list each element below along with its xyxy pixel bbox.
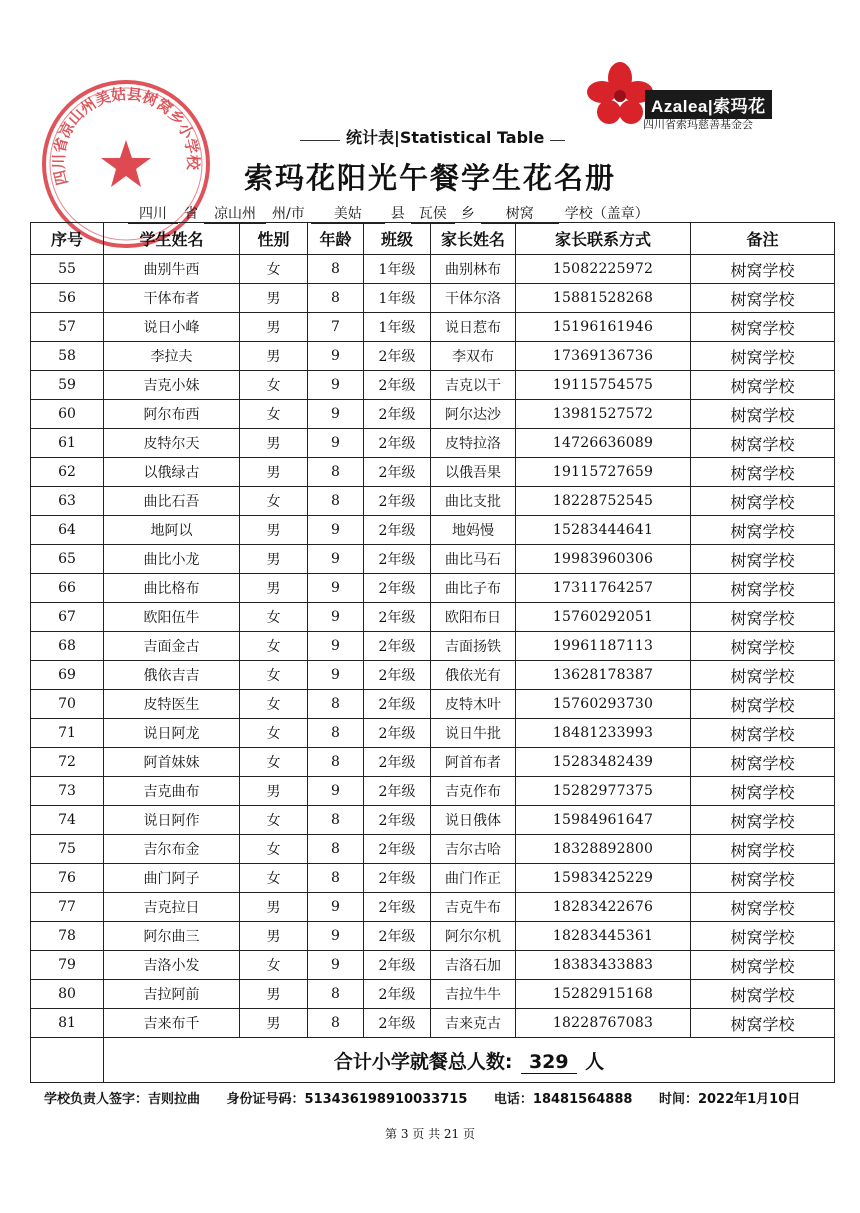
grade-cell: 2年级 (364, 632, 431, 661)
student-name-cell: 说日小峰 (104, 313, 240, 342)
table-row (31, 690, 835, 719)
parent-phone-cell: 13628178387 (516, 661, 691, 690)
grade-cell: 2年级 (364, 922, 431, 951)
note-cell: 树窝学校 (691, 545, 835, 574)
parent-name-cell: 皮特木叶 (431, 690, 516, 719)
gender-cell: 女 (240, 951, 308, 980)
student-name-cell: 吉克拉日 (104, 893, 240, 922)
parent-name-cell: 阿尔达沙 (431, 400, 516, 429)
row-number-cell: 55 (31, 255, 104, 284)
age-cell: 8 (308, 255, 364, 284)
grade-cell: 1年级 (364, 284, 431, 313)
table-row (31, 1009, 835, 1038)
parent-name-cell: 吉克牛布 (431, 893, 516, 922)
parent-name-cell: 以俄吾果 (431, 458, 516, 487)
table-row (31, 980, 835, 1009)
student-name-cell: 吉面金古 (104, 632, 240, 661)
row-number-cell: 56 (31, 284, 104, 313)
total-count: 329 (521, 1051, 577, 1074)
grade-cell: 2年级 (364, 690, 431, 719)
row-number-cell: 80 (31, 980, 104, 1009)
parent-name-cell: 吉面扬铁 (431, 632, 516, 661)
parent-name-cell: 吉来克古 (431, 1009, 516, 1038)
row-number-cell: 57 (31, 313, 104, 342)
note-cell: 树窝学校 (691, 632, 835, 661)
row-number-cell: 78 (31, 922, 104, 951)
table-row (31, 864, 835, 893)
note-cell: 树窝学校 (691, 458, 835, 487)
note-cell: 树窝学校 (691, 313, 835, 342)
school-unit: 学校（盖章） (564, 206, 649, 222)
row-number-cell: 76 (31, 864, 104, 893)
school-value: 树窝 (481, 203, 559, 224)
gender-cell: 男 (240, 893, 308, 922)
gender-cell: 男 (240, 545, 308, 574)
table-row (31, 777, 835, 806)
grade-cell: 2年级 (364, 835, 431, 864)
table-row (31, 429, 835, 458)
table-row (31, 748, 835, 777)
grade-cell: 1年级 (364, 313, 431, 342)
gender-cell: 男 (240, 516, 308, 545)
stat-label: 统计表|Statistical Table (340, 125, 550, 148)
student-name-cell: 曲比格布 (104, 574, 240, 603)
age-cell: 8 (308, 864, 364, 893)
parent-name-cell: 皮特拉洛 (431, 429, 516, 458)
note-cell: 树窝学校 (691, 719, 835, 748)
parent-name-cell: 欧阳布日 (431, 603, 516, 632)
prefecture-value: 凉山州 (204, 203, 266, 224)
parent-phone-cell: 17369136736 (516, 342, 691, 371)
student-roster-table (30, 222, 835, 1083)
gender-cell: 男 (240, 429, 308, 458)
total-label: 合计小学就餐总人数: (333, 1050, 513, 1073)
table-row (31, 806, 835, 835)
parent-phone-cell: 19115754575 (516, 371, 691, 400)
note-cell: 树窝学校 (691, 690, 835, 719)
row-number-cell: 79 (31, 951, 104, 980)
parent-phone-cell: 15282977375 (516, 777, 691, 806)
address-line (128, 203, 655, 224)
student-name-cell: 吉来布千 (104, 1009, 240, 1038)
row-number-cell: 69 (31, 661, 104, 690)
grade-cell: 2年级 (364, 748, 431, 777)
grade-cell: 2年级 (364, 487, 431, 516)
gender-cell: 女 (240, 864, 308, 893)
age-cell: 9 (308, 777, 364, 806)
note-cell: 树窝学校 (691, 342, 835, 371)
parent-phone-cell: 15760293730 (516, 690, 691, 719)
student-name-cell: 俄依吉吉 (104, 661, 240, 690)
total-row (31, 1038, 835, 1083)
note-cell: 树窝学校 (691, 806, 835, 835)
note-cell: 树窝学校 (691, 661, 835, 690)
gender-cell: 女 (240, 400, 308, 429)
parent-phone-cell: 15283482439 (516, 748, 691, 777)
grade-cell: 2年级 (364, 545, 431, 574)
age-cell: 9 (308, 574, 364, 603)
age-cell: 9 (308, 429, 364, 458)
row-number-cell: 61 (31, 429, 104, 458)
student-name-cell: 阿尔布西 (104, 400, 240, 429)
row-number-cell: 67 (31, 603, 104, 632)
table-row (31, 545, 835, 574)
parent-phone-cell: 19961187113 (516, 632, 691, 661)
gender-cell: 男 (240, 313, 308, 342)
grade-cell: 1年级 (364, 255, 431, 284)
parent-name-cell: 说日牛批 (431, 719, 516, 748)
table-row (31, 255, 835, 284)
row-number-cell: 66 (31, 574, 104, 603)
gender-cell: 女 (240, 661, 308, 690)
note-cell: 树窝学校 (691, 603, 835, 632)
parent-name-cell: 吉洛石加 (431, 951, 516, 980)
parent-phone-cell: 18383433883 (516, 951, 691, 980)
student-name-cell: 皮特尔天 (104, 429, 240, 458)
age-cell: 9 (308, 545, 364, 574)
table-row (31, 574, 835, 603)
grade-cell: 2年级 (364, 1009, 431, 1038)
parent-name-cell: 地妈慢 (431, 516, 516, 545)
gender-cell: 女 (240, 690, 308, 719)
row-number-cell: 64 (31, 516, 104, 545)
student-name-cell: 曲门阿子 (104, 864, 240, 893)
row-number-cell: 77 (31, 893, 104, 922)
grade-cell: 2年级 (364, 342, 431, 371)
grade-cell: 2年级 (364, 980, 431, 1009)
note-cell: 树窝学校 (691, 980, 835, 1009)
svg-text:四川省凉山州美姑县树窝乡小学校: 四川省凉山州美姑县树窝乡小学校 (49, 85, 203, 187)
grade-cell: 2年级 (364, 864, 431, 893)
parent-phone-cell: 15983425229 (516, 864, 691, 893)
note-cell: 树窝学校 (691, 284, 835, 313)
row-number-cell: 63 (31, 487, 104, 516)
grade-cell: 2年级 (364, 893, 431, 922)
parent-phone-cell: 18328892800 (516, 835, 691, 864)
column-header: 家长联系方式 (516, 223, 691, 255)
grade-cell: 2年级 (364, 806, 431, 835)
row-number-cell: 62 (31, 458, 104, 487)
table-row (31, 371, 835, 400)
signature-footer (44, 1088, 824, 1107)
row-number-cell: 70 (31, 690, 104, 719)
gender-cell: 女 (240, 632, 308, 661)
parent-name-cell: 俄依光有 (431, 661, 516, 690)
sign-date: 时间：2022年1月10日 (658, 1092, 801, 1107)
total-cell (104, 1038, 835, 1083)
parent-name-cell: 曲比马石 (431, 545, 516, 574)
parent-name-cell: 曲门作正 (431, 864, 516, 893)
student-name-cell: 吉洛小发 (104, 951, 240, 980)
gender-cell: 男 (240, 458, 308, 487)
gender-cell: 女 (240, 255, 308, 284)
age-cell: 8 (308, 835, 364, 864)
row-number-cell: 65 (31, 545, 104, 574)
table-header-row (31, 223, 835, 255)
student-name-cell: 皮特医生 (104, 690, 240, 719)
student-name-cell: 吉克曲布 (104, 777, 240, 806)
parent-phone-cell: 15196161946 (516, 313, 691, 342)
table-row (31, 835, 835, 864)
table-row (31, 893, 835, 922)
logo-subtitle: 四川省索玛慈善基金会 (643, 118, 753, 131)
parent-name-cell: 阿尔尔机 (431, 922, 516, 951)
row-number-cell: 60 (31, 400, 104, 429)
province-value: 四川 (128, 203, 178, 224)
grade-cell: 2年级 (364, 951, 431, 980)
parent-name-cell: 干体尔洛 (431, 284, 516, 313)
grade-cell: 2年级 (364, 400, 431, 429)
id-number: 身份证号码：513436198910033715 (226, 1092, 468, 1107)
table-row (31, 951, 835, 980)
parent-name-cell: 曲比支批 (431, 487, 516, 516)
age-cell: 9 (308, 661, 364, 690)
note-cell: 树窝学校 (691, 371, 835, 400)
page-number: 第 3 页 共 21 页 (385, 1127, 475, 1141)
gender-cell: 女 (240, 748, 308, 777)
age-cell: 9 (308, 603, 364, 632)
grade-cell: 2年级 (364, 516, 431, 545)
grade-cell: 2年级 (364, 603, 431, 632)
student-name-cell: 说日阿龙 (104, 719, 240, 748)
student-name-cell: 吉拉阿前 (104, 980, 240, 1009)
student-name-cell: 曲比石吾 (104, 487, 240, 516)
table-row (31, 719, 835, 748)
age-cell: 8 (308, 748, 364, 777)
parent-phone-cell: 17311764257 (516, 574, 691, 603)
student-name-cell: 欧阳伍牛 (104, 603, 240, 632)
age-cell: 9 (308, 922, 364, 951)
student-name-cell: 曲比小龙 (104, 545, 240, 574)
note-cell: 树窝学校 (691, 777, 835, 806)
student-name-cell: 地阿以 (104, 516, 240, 545)
student-name-cell: 李拉夫 (104, 342, 240, 371)
note-cell: 树窝学校 (691, 922, 835, 951)
note-cell: 树窝学校 (691, 893, 835, 922)
parent-phone-cell: 15760292051 (516, 603, 691, 632)
column-header: 备注 (691, 223, 835, 255)
parent-name-cell: 阿首布者 (431, 748, 516, 777)
township-value: 瓦侯 (411, 203, 455, 224)
student-name-cell: 阿尔曲三 (104, 922, 240, 951)
row-number-cell: 71 (31, 719, 104, 748)
row-number-cell: 68 (31, 632, 104, 661)
parent-name-cell: 吉拉牛牛 (431, 980, 516, 1009)
row-number-cell: 74 (31, 806, 104, 835)
table-row (31, 922, 835, 951)
age-cell: 9 (308, 400, 364, 429)
total-row-blank (31, 1038, 104, 1083)
column-header: 家长姓名 (431, 223, 516, 255)
student-name-cell: 吉克小妹 (104, 371, 240, 400)
parent-name-cell: 曲别林布 (431, 255, 516, 284)
column-header: 年龄 (308, 223, 364, 255)
row-number-cell: 59 (31, 371, 104, 400)
grade-cell: 2年级 (364, 371, 431, 400)
note-cell: 树窝学校 (691, 951, 835, 980)
student-name-cell: 曲别牛西 (104, 255, 240, 284)
age-cell: 8 (308, 1009, 364, 1038)
table-row (31, 661, 835, 690)
parent-phone-cell: 19983960306 (516, 545, 691, 574)
table-row (31, 603, 835, 632)
age-cell: 8 (308, 487, 364, 516)
gender-cell: 男 (240, 922, 308, 951)
age-cell: 8 (308, 980, 364, 1009)
parent-name-cell: 说日惹布 (431, 313, 516, 342)
age-cell: 9 (308, 342, 364, 371)
note-cell: 树窝学校 (691, 487, 835, 516)
county-unit: 县 (390, 206, 405, 222)
grade-cell: 2年级 (364, 661, 431, 690)
parent-name-cell: 说日俄体 (431, 806, 516, 835)
table-body (31, 255, 835, 1038)
gender-cell: 男 (240, 1009, 308, 1038)
row-number-cell: 73 (31, 777, 104, 806)
foundation-logo (585, 60, 805, 135)
row-number-cell: 81 (31, 1009, 104, 1038)
student-name-cell: 吉尔布金 (104, 835, 240, 864)
table-row (31, 458, 835, 487)
age-cell: 8 (308, 284, 364, 313)
stat-banner (300, 122, 565, 150)
signer: 学校负责人签字：吉则拉曲 (44, 1092, 201, 1107)
parent-phone-cell: 18283422676 (516, 893, 691, 922)
gender-cell: 女 (240, 487, 308, 516)
parent-phone-cell: 18481233993 (516, 719, 691, 748)
parent-phone-cell: 18228767083 (516, 1009, 691, 1038)
table-row (31, 313, 835, 342)
parent-phone-cell: 15283444641 (516, 516, 691, 545)
table-row (31, 342, 835, 371)
parent-name-cell: 曲比子布 (431, 574, 516, 603)
gender-cell: 女 (240, 371, 308, 400)
parent-name-cell: 李双布 (431, 342, 516, 371)
age-cell: 9 (308, 951, 364, 980)
parent-name-cell: 吉尔古哈 (431, 835, 516, 864)
age-cell: 8 (308, 690, 364, 719)
age-cell: 8 (308, 458, 364, 487)
student-name-cell: 说日阿作 (104, 806, 240, 835)
column-header: 序号 (31, 223, 104, 255)
note-cell: 树窝学校 (691, 429, 835, 458)
row-number-cell: 72 (31, 748, 104, 777)
note-cell: 树窝学校 (691, 748, 835, 777)
row-number-cell: 75 (31, 835, 104, 864)
logo-brand-text: Azalea|索玛花 (645, 90, 772, 119)
gender-cell: 男 (240, 980, 308, 1009)
grade-cell: 2年级 (364, 429, 431, 458)
contact-phone: 电话：18481564888 (493, 1092, 633, 1107)
parent-phone-cell: 13981527572 (516, 400, 691, 429)
gender-cell: 女 (240, 806, 308, 835)
note-cell: 树窝学校 (691, 1009, 835, 1038)
parent-phone-cell: 15881528268 (516, 284, 691, 313)
page-title: 索玛花阳光午餐学生花名册 (243, 161, 616, 195)
note-cell: 树窝学校 (691, 516, 835, 545)
parent-name-cell: 吉克作布 (431, 777, 516, 806)
note-cell: 树窝学校 (691, 400, 835, 429)
gender-cell: 女 (240, 719, 308, 748)
column-header: 学生姓名 (104, 223, 240, 255)
gender-cell: 男 (240, 342, 308, 371)
parent-phone-cell: 15082225972 (516, 255, 691, 284)
row-number-cell: 58 (31, 342, 104, 371)
student-name-cell: 以俄绿古 (104, 458, 240, 487)
age-cell: 8 (308, 806, 364, 835)
age-cell: 8 (308, 719, 364, 748)
township-unit: 乡 (460, 206, 475, 222)
age-cell: 9 (308, 516, 364, 545)
age-cell: 9 (308, 371, 364, 400)
gender-cell: 女 (240, 835, 308, 864)
grade-cell: 2年级 (364, 719, 431, 748)
table-row (31, 487, 835, 516)
grade-cell: 2年级 (364, 777, 431, 806)
note-cell: 树窝学校 (691, 574, 835, 603)
age-cell: 9 (308, 632, 364, 661)
total-unit: 人 (585, 1050, 605, 1073)
student-name-cell: 阿首妹妹 (104, 748, 240, 777)
prefecture-unit: 州/市 (272, 206, 305, 222)
table-row (31, 400, 835, 429)
table-row (31, 284, 835, 313)
column-header: 班级 (364, 223, 431, 255)
table-row (31, 632, 835, 661)
gender-cell: 男 (240, 574, 308, 603)
age-cell: 9 (308, 893, 364, 922)
parent-phone-cell: 19115727659 (516, 458, 691, 487)
gender-cell: 男 (240, 777, 308, 806)
note-cell: 树窝学校 (691, 835, 835, 864)
age-cell: 7 (308, 313, 364, 342)
province-unit: 省 (184, 206, 198, 222)
county-value: 美姑 (311, 203, 385, 224)
gender-cell: 男 (240, 284, 308, 313)
grade-cell: 2年级 (364, 458, 431, 487)
table-row (31, 516, 835, 545)
parent-name-cell: 吉克以干 (431, 371, 516, 400)
grade-cell: 2年级 (364, 574, 431, 603)
parent-phone-cell: 15984961647 (516, 806, 691, 835)
parent-phone-cell: 15282915168 (516, 980, 691, 1009)
student-name-cell: 干体布者 (104, 284, 240, 313)
parent-phone-cell: 18283445361 (516, 922, 691, 951)
column-header: 性别 (240, 223, 308, 255)
note-cell: 树窝学校 (691, 255, 835, 284)
note-cell: 树窝学校 (691, 864, 835, 893)
parent-phone-cell: 18228752545 (516, 487, 691, 516)
gender-cell: 女 (240, 603, 308, 632)
parent-phone-cell: 14726636089 (516, 429, 691, 458)
